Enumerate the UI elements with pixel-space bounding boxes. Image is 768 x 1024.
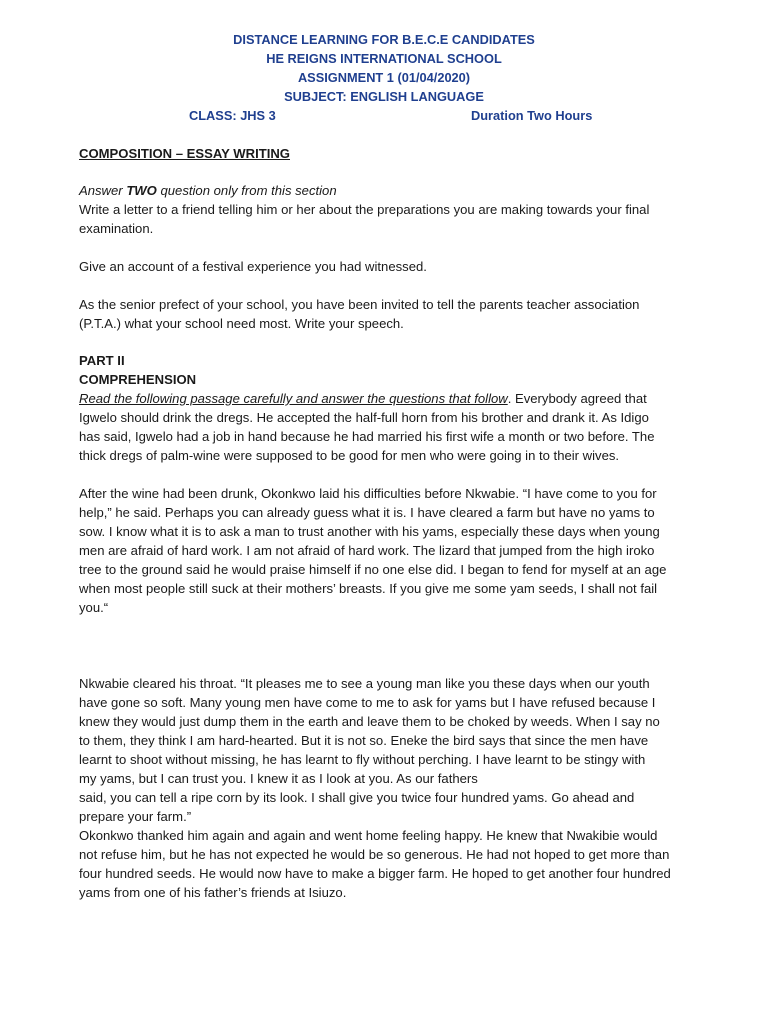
passage-paragraph-2: [79, 484, 719, 617]
passage-p3-line: Nkwabie cleared his throat. “It pleases me to see a young man like you these days when our youth: [79, 676, 650, 691]
composition-instruction: [79, 181, 719, 200]
composition-heading: COMPOSITION – ESSAY WRITING: [79, 146, 290, 161]
passage-p2-line: help,” he said. Perhaps you can already guess what it is. I have cleared a farm but have no yams to: [79, 505, 655, 520]
passage-p2-line: tree to the ground said he would praise himself if no one else did. I began to fend for myself at an age: [79, 562, 667, 577]
composition-instructions: [79, 181, 719, 238]
passage-p3-line: prepare your farm.”: [79, 809, 192, 824]
passage-p3-line: have gone so soft. Many young men have come to me to ask for yams but I have refused because I: [79, 695, 656, 710]
part-2-section: [79, 351, 719, 465]
comprehension-heading: COMPREHENSION: [79, 372, 197, 387]
passage-p3-line: yams from one of his father’s friends at Isiuzo.: [79, 885, 347, 900]
passage-p3-line: learnt to shoot without missing, he has learnt to fly without perching. I have learnt to be stingy with: [79, 752, 646, 767]
header-program-title: DISTANCE LEARNING FOR B.E.C.E CANDIDATES: [233, 32, 535, 47]
passage-p1-line-1: [79, 389, 719, 408]
passage-p3-line: said, you can tell a ripe corn by its look. I shall give you twice four hundred yams. Go ahead and: [79, 790, 635, 805]
passage-p2-line: when most people still suck at their mothers’ breasts. If you give me some yam seeds, I shall not fail: [79, 581, 658, 596]
question-3-line-2: (P.T.A.) what your school need most. Write your speech.: [79, 316, 404, 331]
passage-paragraph-3: [79, 674, 719, 902]
passage-p1-line: Igwelo should drink the dregs. He accepted the half-full horn from his brother and drank it. As Idigo: [79, 410, 649, 425]
question-1-line-1: Write a letter to a friend telling him or her about the preparations you are making towards your final: [79, 202, 650, 217]
question-3: [79, 295, 719, 333]
passage-p1-start: . Everybody agreed that: [507, 391, 647, 406]
instruction-pre: Answer: [79, 183, 127, 198]
passage-p1-line: has said, Igwelo had a job in hand because he had married his first wife a month or two before. The: [79, 429, 655, 444]
passage-p3-line: not refuse him, but he has not expected he would be so generous. He had not hoped to get more than: [79, 847, 670, 862]
instruction-post: question only from this section: [156, 183, 337, 198]
question-2-text: Give an account of a festival experience you had witnessed.: [79, 259, 427, 274]
passage-p3-line: four hundred seeds. He would now have to make a bigger farm. He hoped to get another four hundred: [79, 866, 671, 881]
composition-section: [79, 144, 719, 163]
passage-p3-line: my yams, but I can trust you. I knew it as I look at you. As our fathers: [79, 771, 478, 786]
header-assignment: ASSIGNMENT 1 (01/04/2020): [297, 70, 471, 85]
passage-p2-line: After the wine had been drunk, Okonkwo laid his difficulties before Nkwabie. “I have come to you for: [79, 486, 657, 501]
passage-p1-line: thick dregs of palm-wine were supposed to be good for men who were going in to their wives.: [79, 448, 620, 463]
passage-p2-line: you.“: [79, 600, 109, 615]
class-label: CLASS: JHS 3: [189, 108, 276, 123]
header-subject: SUBJECT: ENGLISH LANGUAGE: [284, 89, 484, 104]
passage-p3-line: knew they would just dump them in the earth and leave them to be choked by weeds. When I say no: [79, 714, 660, 729]
question-3-line-1: As the senior prefect of your school, you have been invited to tell the parents teacher association: [79, 297, 640, 312]
question-2: [79, 257, 719, 276]
document-header: [0, 30, 768, 106]
passage-p3-line: to them, they think I am hard-hearted. But it is not so. Eneke the bird says that since the men have: [79, 733, 649, 748]
part-2-label: PART II: [79, 353, 125, 368]
duration-label: Duration Two Hours: [471, 108, 593, 123]
instruction-emphasis: TWO: [126, 183, 157, 198]
passage-p3-line: Okonkwo thanked him again and again and went home feeling happy. He knew that Nwakibie would: [79, 828, 658, 843]
comprehension-instruction: Read the following passage carefully and answer the questions that follow: [79, 391, 508, 406]
header-school-name: HE REIGNS INTERNATIONAL SCHOOL: [266, 51, 502, 66]
passage-p2-line: sow. I know what it is to ask a man to trust another with his yams, especially these days when young: [79, 524, 660, 539]
passage-p2-line: men are afraid of hard work. I am not afraid of hard work. The lizard that jumped from the high iroko: [79, 543, 655, 558]
question-1-line-2: examination.: [79, 221, 154, 236]
